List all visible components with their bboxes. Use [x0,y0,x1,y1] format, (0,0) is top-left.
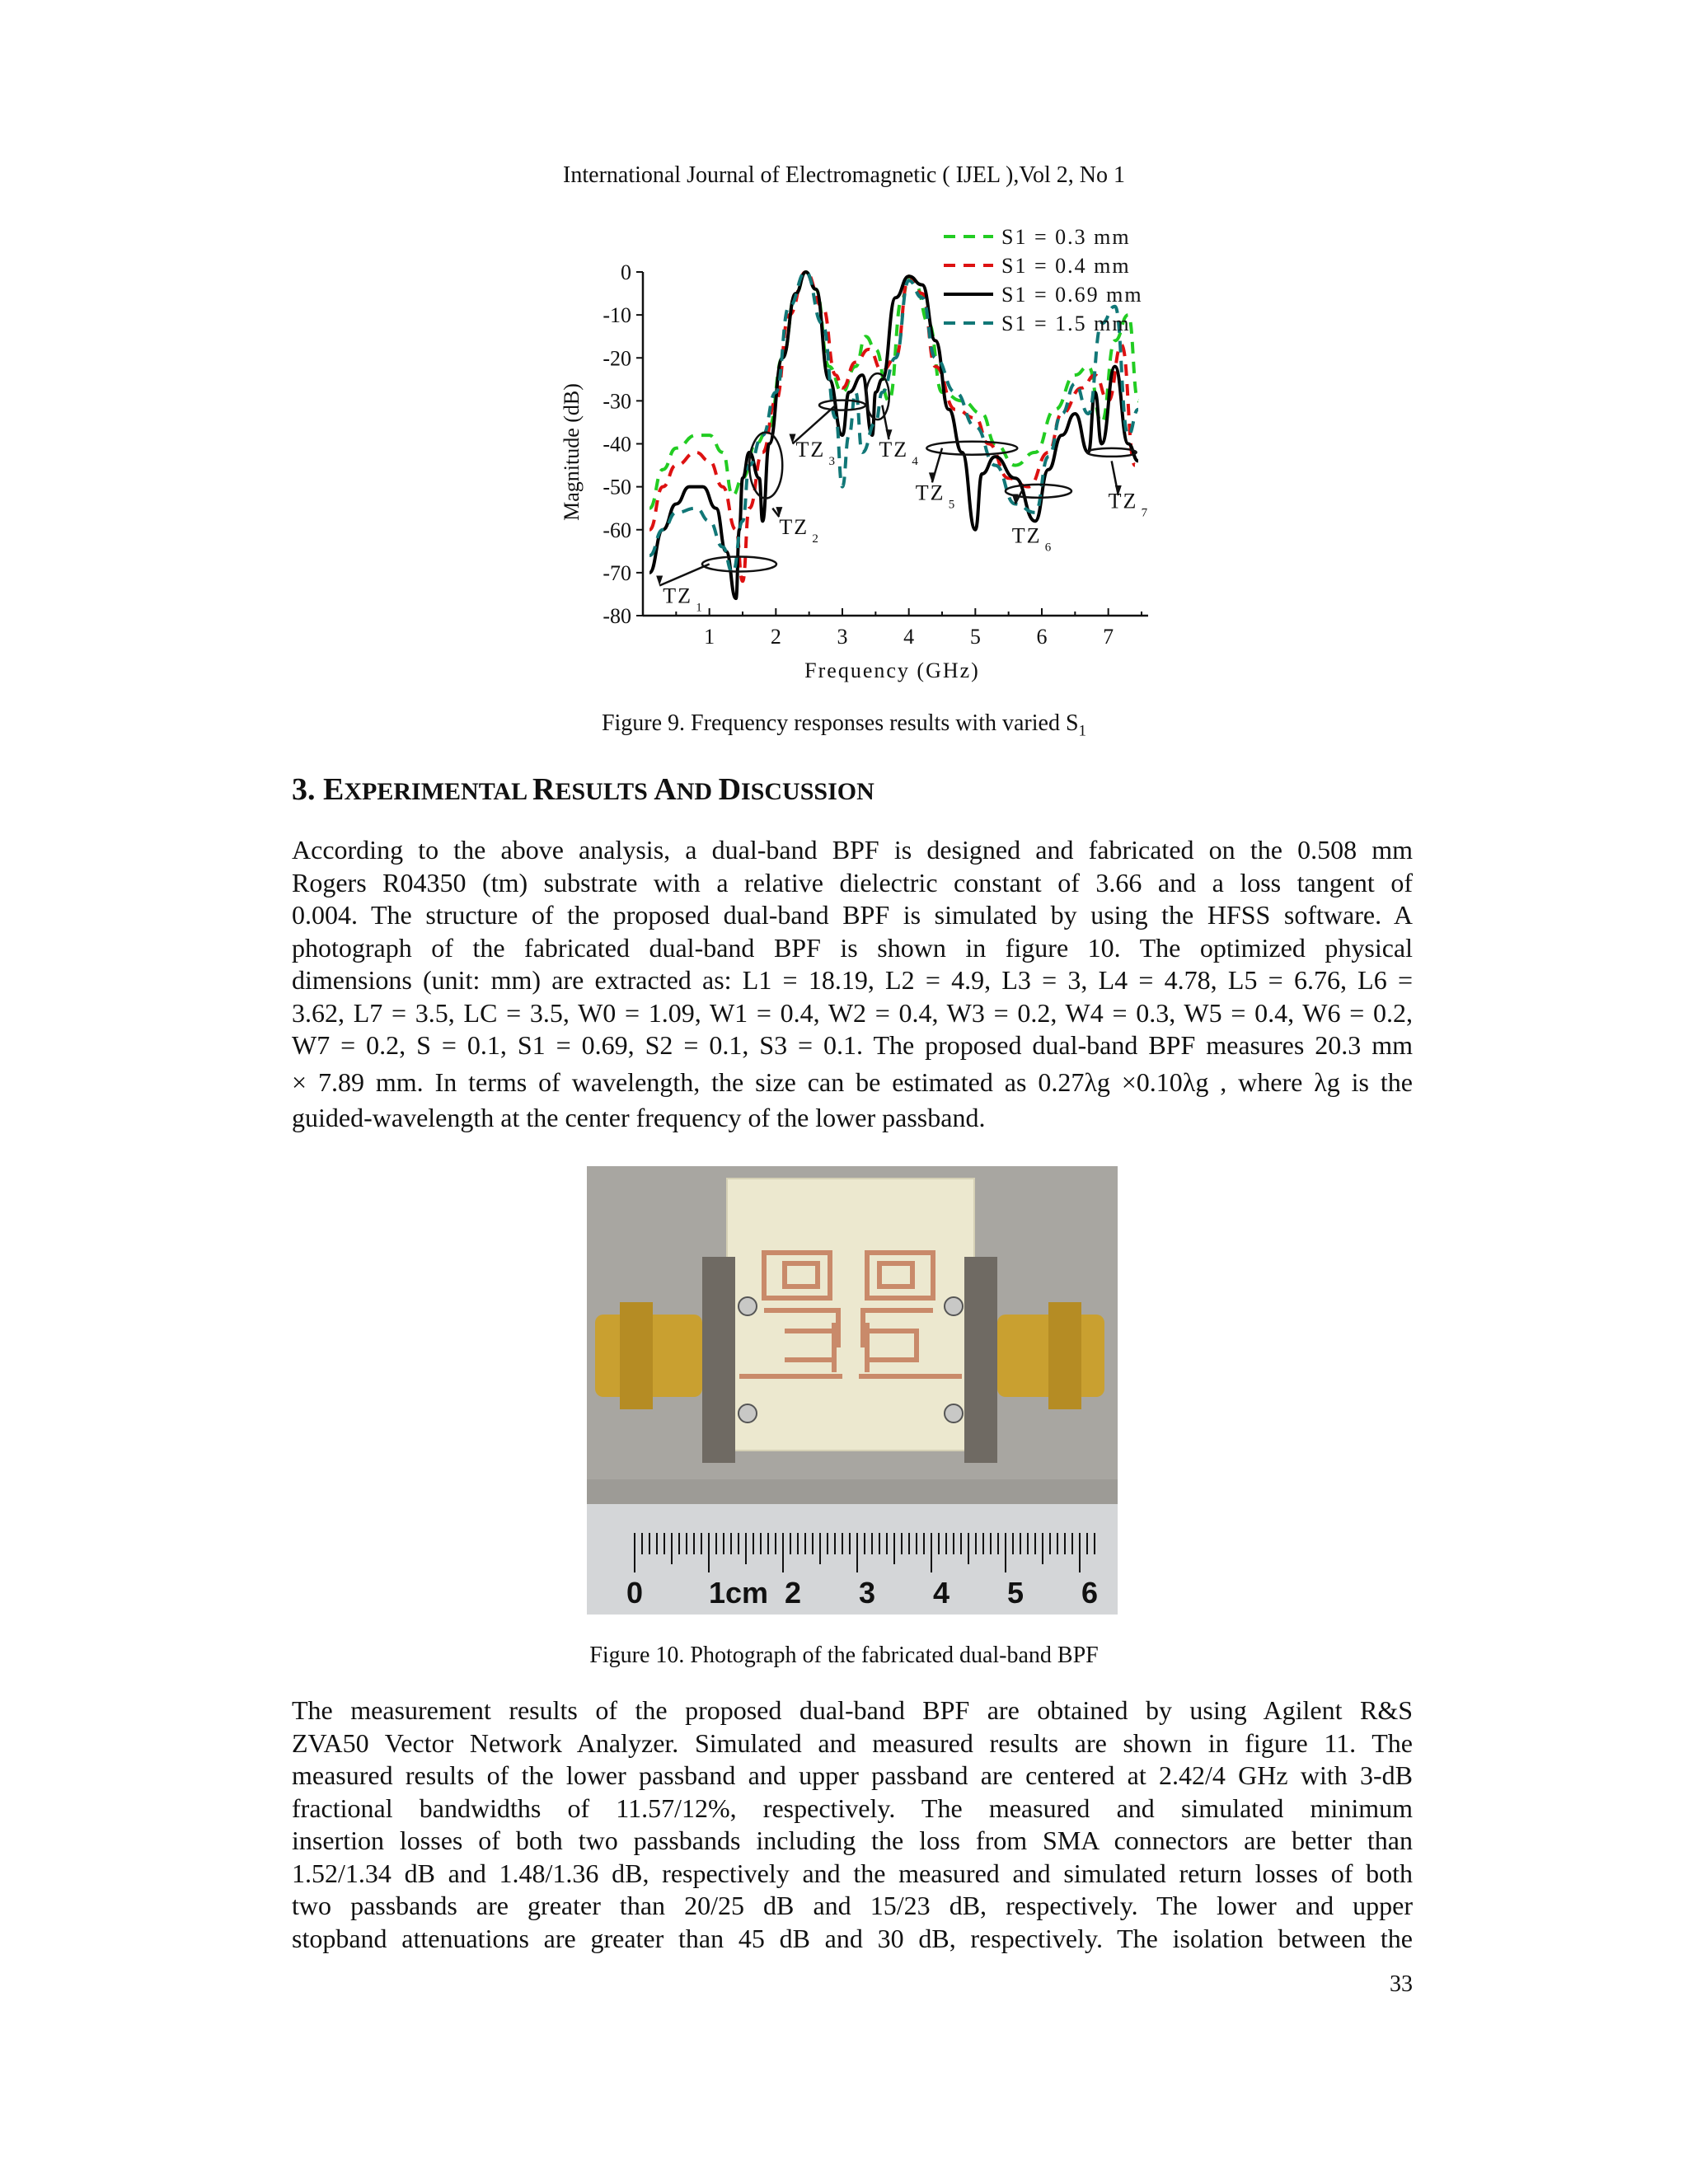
page-number: 33 [1390,1971,1413,1997]
x-tick-label: 7 [1103,625,1114,649]
tz-label: TZ [779,514,809,539]
x-tick-label: 2 [770,625,781,649]
x-axis-label: Frequency (GHz) [804,658,980,682]
text-line: photograph of the fabricated dual-band BPF is shown in figure 10. The optimized physical [292,932,1413,963]
tz-label: TZ [879,438,909,462]
x-tick-label: 5 [969,625,981,649]
tz-subscript: 6 [1044,541,1052,555]
tz-subscript: 5 [948,498,955,512]
x-tick-label: 3 [837,625,848,649]
y-axis-label: Magnitude (dB) [560,383,584,521]
ruler-label: 0 [626,1576,644,1610]
text-line: According to the above analysis, a dual-band BPF is designed and fabricated on the 0.508 mm [292,835,1413,865]
y-tick-label: 0 [621,260,631,284]
paragraph-measurement [292,1694,1413,1955]
tz-label: TZ [795,438,826,462]
text-line: 0.004. The structure of the proposed dual-band BPF is simulated by using the HFSS software. A [292,900,1413,930]
tz-label: TZ [915,480,945,505]
tz-subscript: 7 [1141,506,1148,520]
figure-9-chart [544,218,1154,688]
text-line: Rogers R04350 (tm) substrate with a relative dielectric constant of 3.66 and a loss tangent of [292,867,1413,898]
x-tick-label: 1 [704,625,715,649]
series-line [649,272,1138,512]
ruler-label: 5 [1007,1576,1025,1610]
text-line: two passbands are greater than 20/25 dB and 15/23 dB, respectively. The lower and upper [292,1891,1413,1920]
figure-9-caption: Figure 9. Frequency responses results with varied $S_1$ [601,710,1087,740]
ruler-label: 4 [933,1576,950,1610]
x-tick-label: 6 [1036,625,1048,649]
text-line: W7 = 0.2, S = 0.1, S1 = 0.69, S2 = 0.1, S3 = 0.1. The proposed dual-band BPF measures 20.3 mm [292,1030,1413,1060]
y-tick-label: -60 [603,518,631,542]
ruler-label: 6 [1081,1576,1099,1610]
y-tick-label: -20 [603,346,631,371]
tz-marker [1087,448,1137,457]
plot-area [560,225,1148,682]
figure-10-photo [587,1166,1118,1615]
ruler-label: 2 [785,1576,802,1610]
text-line: The measurement results of the proposed dual-band BPF are obtained by using Agilent R&S [292,1695,1413,1725]
text-line: dimensions (unit: mm) are extracted as: L1 = 18.19, L2 = 4.9, L3 = 3, L4 = 4.78, L5 = 6.76, L6 = [292,965,1413,995]
legend-label: S1 = 0.3 mm [1001,225,1131,249]
text-line: insertion losses of both two passbands including the loss from SMA connectors are better than [292,1825,1413,1855]
tz-label: TZ [1108,489,1138,513]
y-tick-label: -80 [603,604,631,628]
y-tick-label: -30 [603,389,631,414]
ruler-label: 3 [859,1576,876,1610]
y-tick-label: -10 [603,303,631,328]
legend-label: S1 = 0.4 mm [1001,254,1131,278]
legend-label: S1 = 0.69 mm [1001,283,1143,307]
text-line: 1.52/1.34 dB and 1.48/1.36 dB, respectively and the measured and simulated return losses of both [292,1858,1413,1888]
figure-10-caption: Figure 10. Photograph of the fabricated dual-band BPF [589,1643,1099,1668]
y-tick-label: -50 [603,475,631,499]
x-tick-label: 4 [903,625,915,649]
tz-subscript: 4 [912,455,918,469]
running-header: International Journal of Electromagnetic ( IJEL ),Vol 2, No 1 [563,162,1125,188]
y-tick-label: -70 [603,560,631,585]
y-tick-label: -40 [603,432,631,457]
tz-subscript: 3 [828,455,836,469]
paragraph-design [292,834,1413,1134]
text-line: ZVA50 Vector Network Analyzer. Simulated and measured results are shown in figure 11. The [292,1727,1413,1758]
tz-arrow [659,564,710,585]
tz-label: TZ [663,583,692,608]
tz-subscript: 2 [812,532,818,546]
text-line: 3.62, L7 = 3.5, LC = 3.5, W0 = 1.09, W1 = 0.4, W2 = 0.4, W3 = 0.2, W4 = 0.3, W5 = 0.4, W6 = 0.2, [292,997,1413,1028]
text-line: stopband attenuations are greater than 45 dB and 30 dB, respectively. The isolation between the [292,1923,1413,1953]
tz-label: TZ [1011,523,1042,548]
text-line: measured results of the lower passband and upper passband are centered at 2.42/4 GHz with 3-dB [292,1760,1413,1790]
legend-label: S1 = 1.5 mm [1001,312,1131,335]
text-line: × 7.89 mm. In terms of wavelength, the size can be estimated as 0.27λg ×0.10λg , where λg is the [292,1066,1413,1097]
tz-subscript: 1 [696,601,702,615]
section-heading: 3. EXPERIMENTAL RESULTS AND DISCUSSION [292,772,874,807]
text-line: fractional bandwidths of 11.57/12%, respectively. The measured and simulated minimum [292,1793,1413,1823]
text-line: guided-wavelength at the center frequency of the lower passband. [292,1102,986,1132]
ruler-label: 1cm [709,1576,769,1610]
